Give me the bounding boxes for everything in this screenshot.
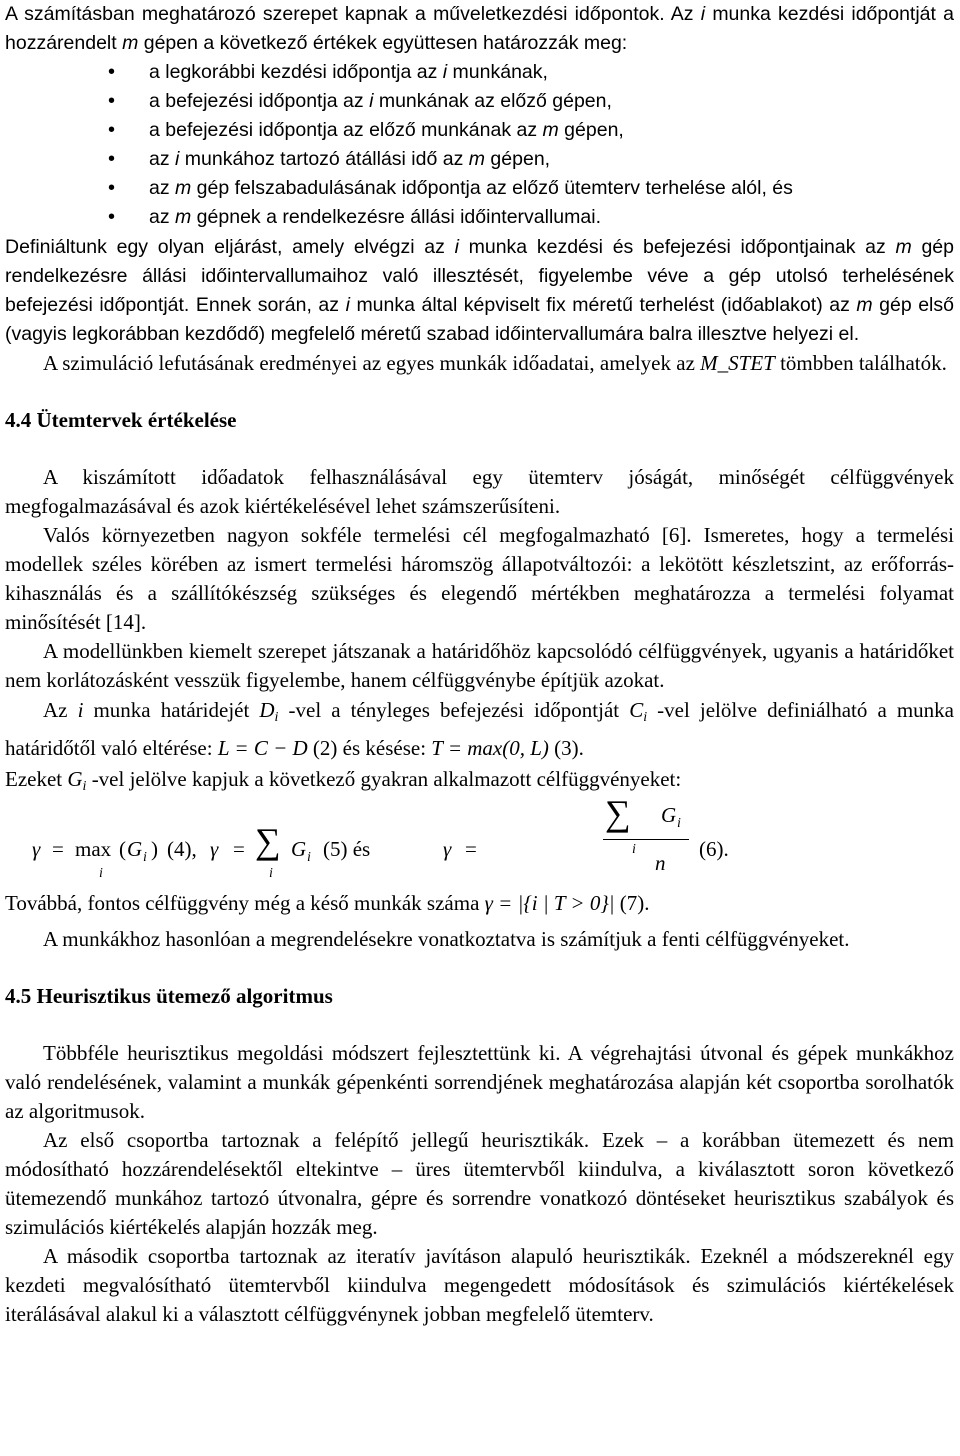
deadline-paragraph: Az i munka határidejét $D_i$ -vel a tényleges befejezési időpontját $C_i$ -vel jelölve definiálható a munka határidőtől való eltérése: L = C − D (2) és késése: T = max(0, L) (3). [5, 698, 954, 760]
orders-paragraph: A munkákhoz hasonlóan a megrendelésekre vonatkoztatva is számítjuk a fenti célfüggvényeket. [43, 927, 850, 951]
heuristics-paragraph-2: Az első csoportba tartoznak a felépítő jellegű heurisztikák. Ezek – a korábban ütemezett és nem módosítható hozzárendelésektől eltekintve – üres ütemtervből kiindulva, a kiválasztott soron következő ütemezendő munkához tartozó útvonalra, gépre és sorrendre vonatkozó döntéseket heurisztikus szabályok és szimulációs kiértékelés alapján hozzák meg. [5, 1128, 954, 1239]
list-item: • a legkorábbi kezdési időpontja az i munkának, [5, 58, 954, 87]
evaluation-paragraph-1: A kiszámított időadatok felhasználásával egy ütemterv jóságát, minőségét célfüggvények megfogalmazásával és azok kiértékelésével lehet számszerűsíteni. [5, 465, 954, 518]
lateness-formula: L = C − D [217, 736, 308, 760]
sum-symbol: ∑ [605, 793, 631, 833]
list-item: • az m gépnek a rendelkezésre állási időintervallumai. [5, 203, 954, 232]
simulation-paragraph: A szimuláció lefutásának eredményei az egyes munkák időadatai, amelyek az M_STET tömbben találhatók. [43, 351, 947, 375]
list-item: • a befejezési időpontja az előző munkának az m gépen, [5, 116, 954, 145]
intro-paragraph: A számításban meghatározó szerepet kapnak a műveletkezdési időpontok. Az i munka kezdési időpontját a hozzárendelt m gépen a következő értékek együttesen határozzák meg: [5, 3, 954, 54]
list-item: • az m gép felszabadulásának időpontja az előző ütemterv terhelése alól, és [5, 174, 954, 203]
objective-formulas: γ = max i ( G i ) (4), γ = ∑ i G i (5) és γ = ∑ G i i n (6). [32, 793, 729, 881]
list-item: • a befejezési időpontja az i munkának az előző gépen, [5, 87, 954, 116]
formula-6-label: (6). [699, 837, 729, 861]
determinant-list [5, 58, 954, 232]
list-item: • az i munkához tartozó átállási idő az m gépen, [5, 145, 954, 174]
late-jobs-formula: γ = |{i | T > 0}| [484, 891, 615, 915]
evaluation-paragraph-3: A modellünkben kiemelt szerepet játszanak a határidőhöz kapcsolódó célfüggvények, ugyanis a határidőket nem korlátozásként vesszük figyelembe, hanem célfüggvénybe építjük azokat. [5, 639, 954, 692]
sum-symbol: ∑ [255, 821, 281, 861]
formula-4-label: (4), [167, 837, 197, 861]
objective-intro: Ezeket $G_i$ -vel jelölve kapjuk a következő gyakran alkalmazott célfüggvényeket: [5, 767, 682, 794]
evaluation-paragraph-2: Valós környezetben nagyon sokféle termelési cél megfogalmazható [6]. Ismeretes, hogy a termelési modellek széles körében az ismert termelési háromszög állapotváltozói: a lekötött készletszint, az erőforrás-kihasználás és a szállítókészség szükséges és elegendő mértékben meghatározza a termelési folyamat minősítését [14]. [5, 523, 954, 634]
heuristics-paragraph-1: Többféle heurisztikus megoldási módszert fejlesztettünk ki. A végrehajtási útvonal és gépek munkákhoz való rendelésének, valamint a munkák gépenkénti sorrendjének meghatározása alapján két csoportba sorolhatók az algoritmusok. [5, 1041, 954, 1123]
tardiness-formula: T = max(0, L) [431, 736, 549, 760]
heuristics-paragraph-3: A második csoportba tartoznak az iteratív javításon alapuló heurisztikák. Ezeknél a módszereknél egy kezdeti megvalósítható ütemtervből kiindulva megengedett módosítások és szimulációs kiértékelések iterálásával alakul ki a választott célfüggvénynek jobban megfelelő ütemterv. [5, 1244, 954, 1326]
section-heading-4-5: 4.5 Heurisztikus ütemező algoritmus [5, 984, 333, 1008]
section-heading-4-4: 4.4 Ütemtervek értékelése [5, 408, 237, 432]
late-jobs-paragraph: Továbbá, fontos célfüggvény még a késő munkák száma γ = |{i | T > 0}| (7). [5, 891, 650, 915]
formula-5-label: (5) és [323, 837, 371, 861]
definition-paragraph: Definiáltunk egy olyan eljárást, amely elvégzi az i munka kezdési és befejezési időpontjainak az m gép rendelkezésre állási időintervallumaihoz való illesztését, figyelembe véve a gép utolsó terhelésének befejezési időpontját. Ennek során, az i munka által képviselt fix méretű terhelést (időablakot) az m gép első (vagyis legkorábban kezdődő) megfelelő méretű szabad időintervallumára balra illesztve helyezi el. [5, 236, 955, 345]
fraction-bar [603, 839, 689, 840]
